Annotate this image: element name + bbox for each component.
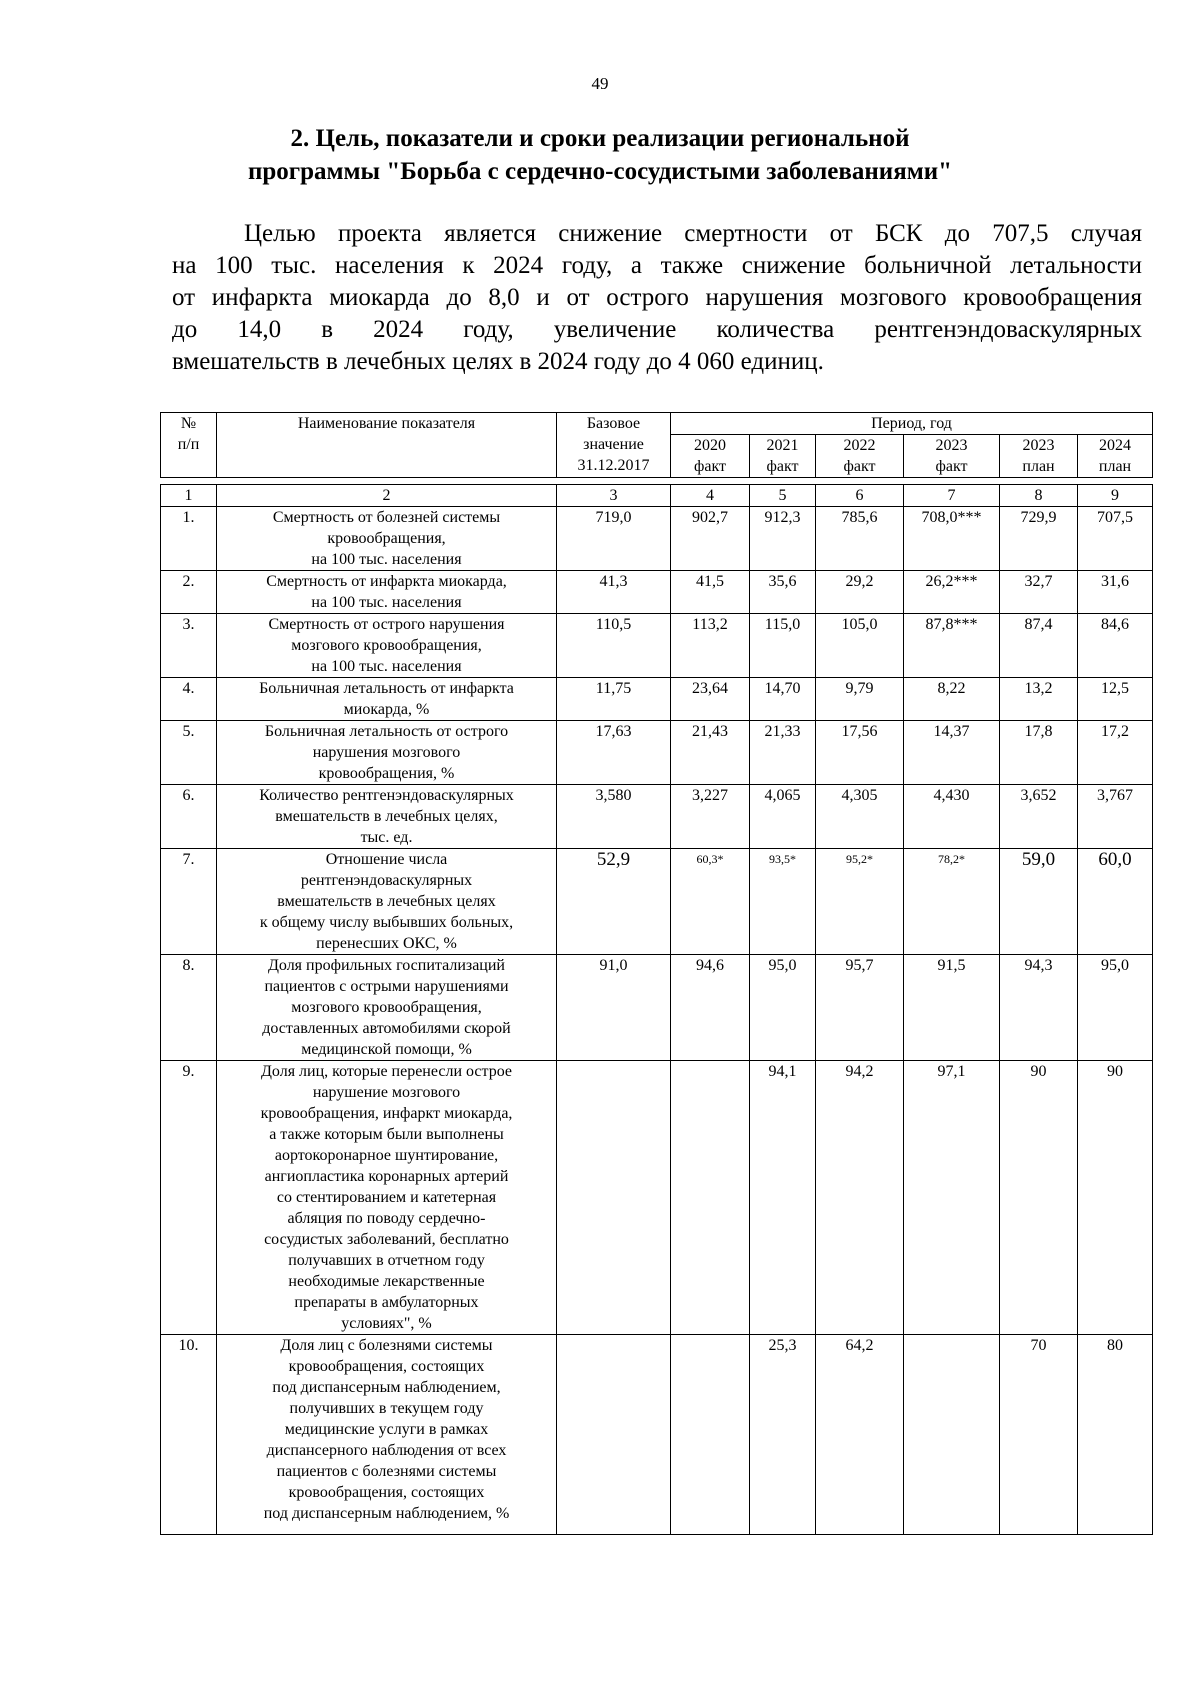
intro-line: Целью проекта является снижение смертности от БСК до 707,5 случая [244, 220, 1142, 247]
header-year: 2021 факт [750, 435, 816, 478]
header-period: Период, год [671, 413, 1153, 435]
indicator-value: 110,5 [557, 614, 671, 678]
indicator-value: 84,6 [1078, 614, 1153, 678]
table-row [161, 785, 1153, 849]
indicator-value: 902,7 [671, 507, 750, 571]
indicator-value: 94,2 [816, 1061, 904, 1335]
header-year: 2023 план [1000, 435, 1078, 478]
indicator-value: 94,1 [750, 1061, 816, 1335]
indicator-value: 80 [1078, 1335, 1153, 1535]
indicator-value: 708,0*** [904, 507, 1000, 571]
indicator-value: 94,3 [1000, 955, 1078, 1061]
indicator-value: 707,5 [1078, 507, 1153, 571]
indicator-name: Больничная летальность от инфаркта миокарда, % [217, 678, 557, 721]
indicator-value: 78,2* [904, 849, 1000, 955]
indicator-value: 21,43 [671, 721, 750, 785]
intro-paragraph [172, 218, 1142, 378]
intro-line: от инфаркта миокарда до 8,0 и от острого нарушения мозгового кровообращения [172, 284, 1142, 311]
row-number: 6. [161, 785, 217, 849]
indicator-value: 52,9 [557, 849, 671, 955]
intro-line: на 100 тыс. населения к 2024 году, а также снижение больничной летальности [172, 252, 1142, 279]
table-row [161, 1335, 1153, 1535]
indicator-value: 95,0 [750, 955, 816, 1061]
table-row [161, 614, 1153, 678]
indicator-value: 9,79 [816, 678, 904, 721]
indicator-value: 41,5 [671, 571, 750, 614]
indicator-value: 3,652 [1000, 785, 1078, 849]
indicator-value: 87,8*** [904, 614, 1000, 678]
indicator-value: 4,305 [816, 785, 904, 849]
indicator-value: 64,2 [816, 1335, 904, 1535]
indicator-value: 13,2 [1000, 678, 1078, 721]
indicator-value: 4,430 [904, 785, 1000, 849]
indicator-value: 29,2 [816, 571, 904, 614]
table-row [161, 678, 1153, 721]
header-year: 2023 факт [904, 435, 1000, 478]
row-number: 4. [161, 678, 217, 721]
row-number: 10. [161, 1335, 217, 1535]
indicator-value: 94,6 [671, 955, 750, 1061]
header-row [161, 413, 1153, 435]
indicator-name: Отношение числа рентгенэндоваскулярных вмешательств в лечебных целях к общему числу выбывших больных, перенесших ОКС, % [217, 849, 557, 955]
heading-line-1: 2. Цель, показатели и сроки реализации региональной [290, 125, 910, 152]
column-numbers-row [161, 485, 1153, 507]
row-number: 3. [161, 614, 217, 678]
indicator-value: 60,3* [671, 849, 750, 955]
indicator-value: 17,8 [1000, 721, 1078, 785]
indicator-name: Смертность от инфаркта миокарда, на 100 тыс. населения [217, 571, 557, 614]
indicator-name: Смертность от болезней системы кровообращения, на 100 тыс. населения [217, 507, 557, 571]
indicator-name: Смертность от острого нарушения мозгового кровообращения, на 100 тыс. населения [217, 614, 557, 678]
column-number: 1 [161, 485, 217, 507]
column-number: 5 [750, 485, 816, 507]
column-number: 7 [904, 485, 1000, 507]
column-number: 6 [816, 485, 904, 507]
indicator-value: 32,7 [1000, 571, 1078, 614]
indicator-value: 95,7 [816, 955, 904, 1061]
indicator-value: 93,5* [750, 849, 816, 955]
indicator-value: 95,0 [1078, 955, 1153, 1061]
indicator-value: 912,3 [750, 507, 816, 571]
indicator-name: Доля профильных госпитализаций пациентов с острыми нарушениями мозгового кровообращения, доставленных автомобилями скорой медицинской помощи, % [217, 955, 557, 1061]
row-number: 5. [161, 721, 217, 785]
indicator-name: Количество рентгенэндоваскулярных вмешательств в лечебных целях, тыс. ед. [217, 785, 557, 849]
table-body [161, 413, 1153, 1535]
header-year: 2020 факт [671, 435, 750, 478]
table-row [161, 507, 1153, 571]
indicator-value: 87,4 [1000, 614, 1078, 678]
indicator-value: 4,065 [750, 785, 816, 849]
indicator-value: 3,580 [557, 785, 671, 849]
row-number: 8. [161, 955, 217, 1061]
table-row [161, 1061, 1153, 1335]
indicator-value: 23,64 [671, 678, 750, 721]
row-number: 1. [161, 507, 217, 571]
table-row [161, 721, 1153, 785]
indicator-name: Доля лиц, которые перенесли острое нарушение мозгового кровообращения, инфаркт миокарда, а также которым были выполнены аортокоронарное шунтирование, ангиопластика коронарных артерий со стентированием и катетерная абляция по поводу сердечно- сосудистых заболеваний, бесплатно получавших в отчетном году необходимые лекарственные препараты в амбулаторных условиях", % [217, 1061, 557, 1335]
indicator-value: 60,0 [1078, 849, 1153, 955]
row-number: 9. [161, 1061, 217, 1335]
indicator-value: 729,9 [1000, 507, 1078, 571]
indicator-value: 17,63 [557, 721, 671, 785]
heading-line-2: программы "Борьба с сердечно-сосудистыми заболеваниями" [247, 158, 953, 185]
page-number: 49 [591, 74, 609, 93]
indicator-value: 17,56 [816, 721, 904, 785]
indicator-value: 90 [1078, 1061, 1153, 1335]
column-number: 8 [1000, 485, 1078, 507]
intro-line: до 14,0 в 2024 году, увеличение количества рентгенэндоваскулярных [172, 316, 1142, 343]
column-number: 9 [1078, 485, 1153, 507]
indicator-name: Больничная летальность от острого нарушения мозгового кровообращения, % [217, 721, 557, 785]
intro-line: вмешательств в лечебных целях в 2024 году до 4 060 единиц. [172, 348, 824, 375]
indicator-value [557, 1061, 671, 1335]
indicator-value [671, 1335, 750, 1535]
indicator-value: 21,33 [750, 721, 816, 785]
section-heading [160, 122, 1040, 188]
indicator-value: 90 [1000, 1061, 1078, 1335]
separator-cell [161, 478, 1153, 485]
indicator-value: 115,0 [750, 614, 816, 678]
indicator-value: 113,2 [671, 614, 750, 678]
header-year: 2024 план [1078, 435, 1153, 478]
header-separator [161, 478, 1153, 485]
header-num: № п/п [161, 413, 217, 478]
indicator-value: 95,2* [816, 849, 904, 955]
indicator-value: 14,37 [904, 721, 1000, 785]
table-row [161, 955, 1153, 1061]
column-number: 3 [557, 485, 671, 507]
header-base: Базовое значение 31.12.2017 [557, 413, 671, 478]
indicator-value: 26,2*** [904, 571, 1000, 614]
row-number: 7. [161, 849, 217, 955]
indicator-name: Доля лиц с болезнями системы кровообращения, состоящих под диспансерным наблюдением, получивших в текущем году медицинские услуги в рамках диспансерного наблюдения от всех пациентов с болезнями системы кровообращения, состоящих под диспансерным наблюдением, % [217, 1335, 557, 1535]
indicator-value [557, 1335, 671, 1535]
indicator-value [671, 1061, 750, 1335]
header-year: 2022 факт [816, 435, 904, 478]
table-row [161, 849, 1153, 955]
column-number: 4 [671, 485, 750, 507]
table-row [161, 571, 1153, 614]
column-number: 2 [217, 485, 557, 507]
indicator-value: 3,767 [1078, 785, 1153, 849]
indicator-value: 70 [1000, 1335, 1078, 1535]
indicator-value: 785,6 [816, 507, 904, 571]
indicator-value: 14,70 [750, 678, 816, 721]
indicator-value: 11,75 [557, 678, 671, 721]
row-number: 2. [161, 571, 217, 614]
indicator-value: 91,5 [904, 955, 1000, 1061]
indicator-value: 97,1 [904, 1061, 1000, 1335]
header-name: Наименование показателя [217, 413, 557, 478]
indicator-value [904, 1335, 1000, 1535]
indicator-value: 59,0 [1000, 849, 1078, 955]
indicator-value: 719,0 [557, 507, 671, 571]
indicator-value: 12,5 [1078, 678, 1153, 721]
indicator-value: 91,0 [557, 955, 671, 1061]
indicator-value: 25,3 [750, 1335, 816, 1535]
indicators-table [160, 412, 1153, 1535]
indicator-value: 31,6 [1078, 571, 1153, 614]
indicator-value: 105,0 [816, 614, 904, 678]
indicator-value: 8,22 [904, 678, 1000, 721]
indicator-value: 3,227 [671, 785, 750, 849]
indicator-value: 41,3 [557, 571, 671, 614]
indicator-value: 35,6 [750, 571, 816, 614]
indicator-value: 17,2 [1078, 721, 1153, 785]
